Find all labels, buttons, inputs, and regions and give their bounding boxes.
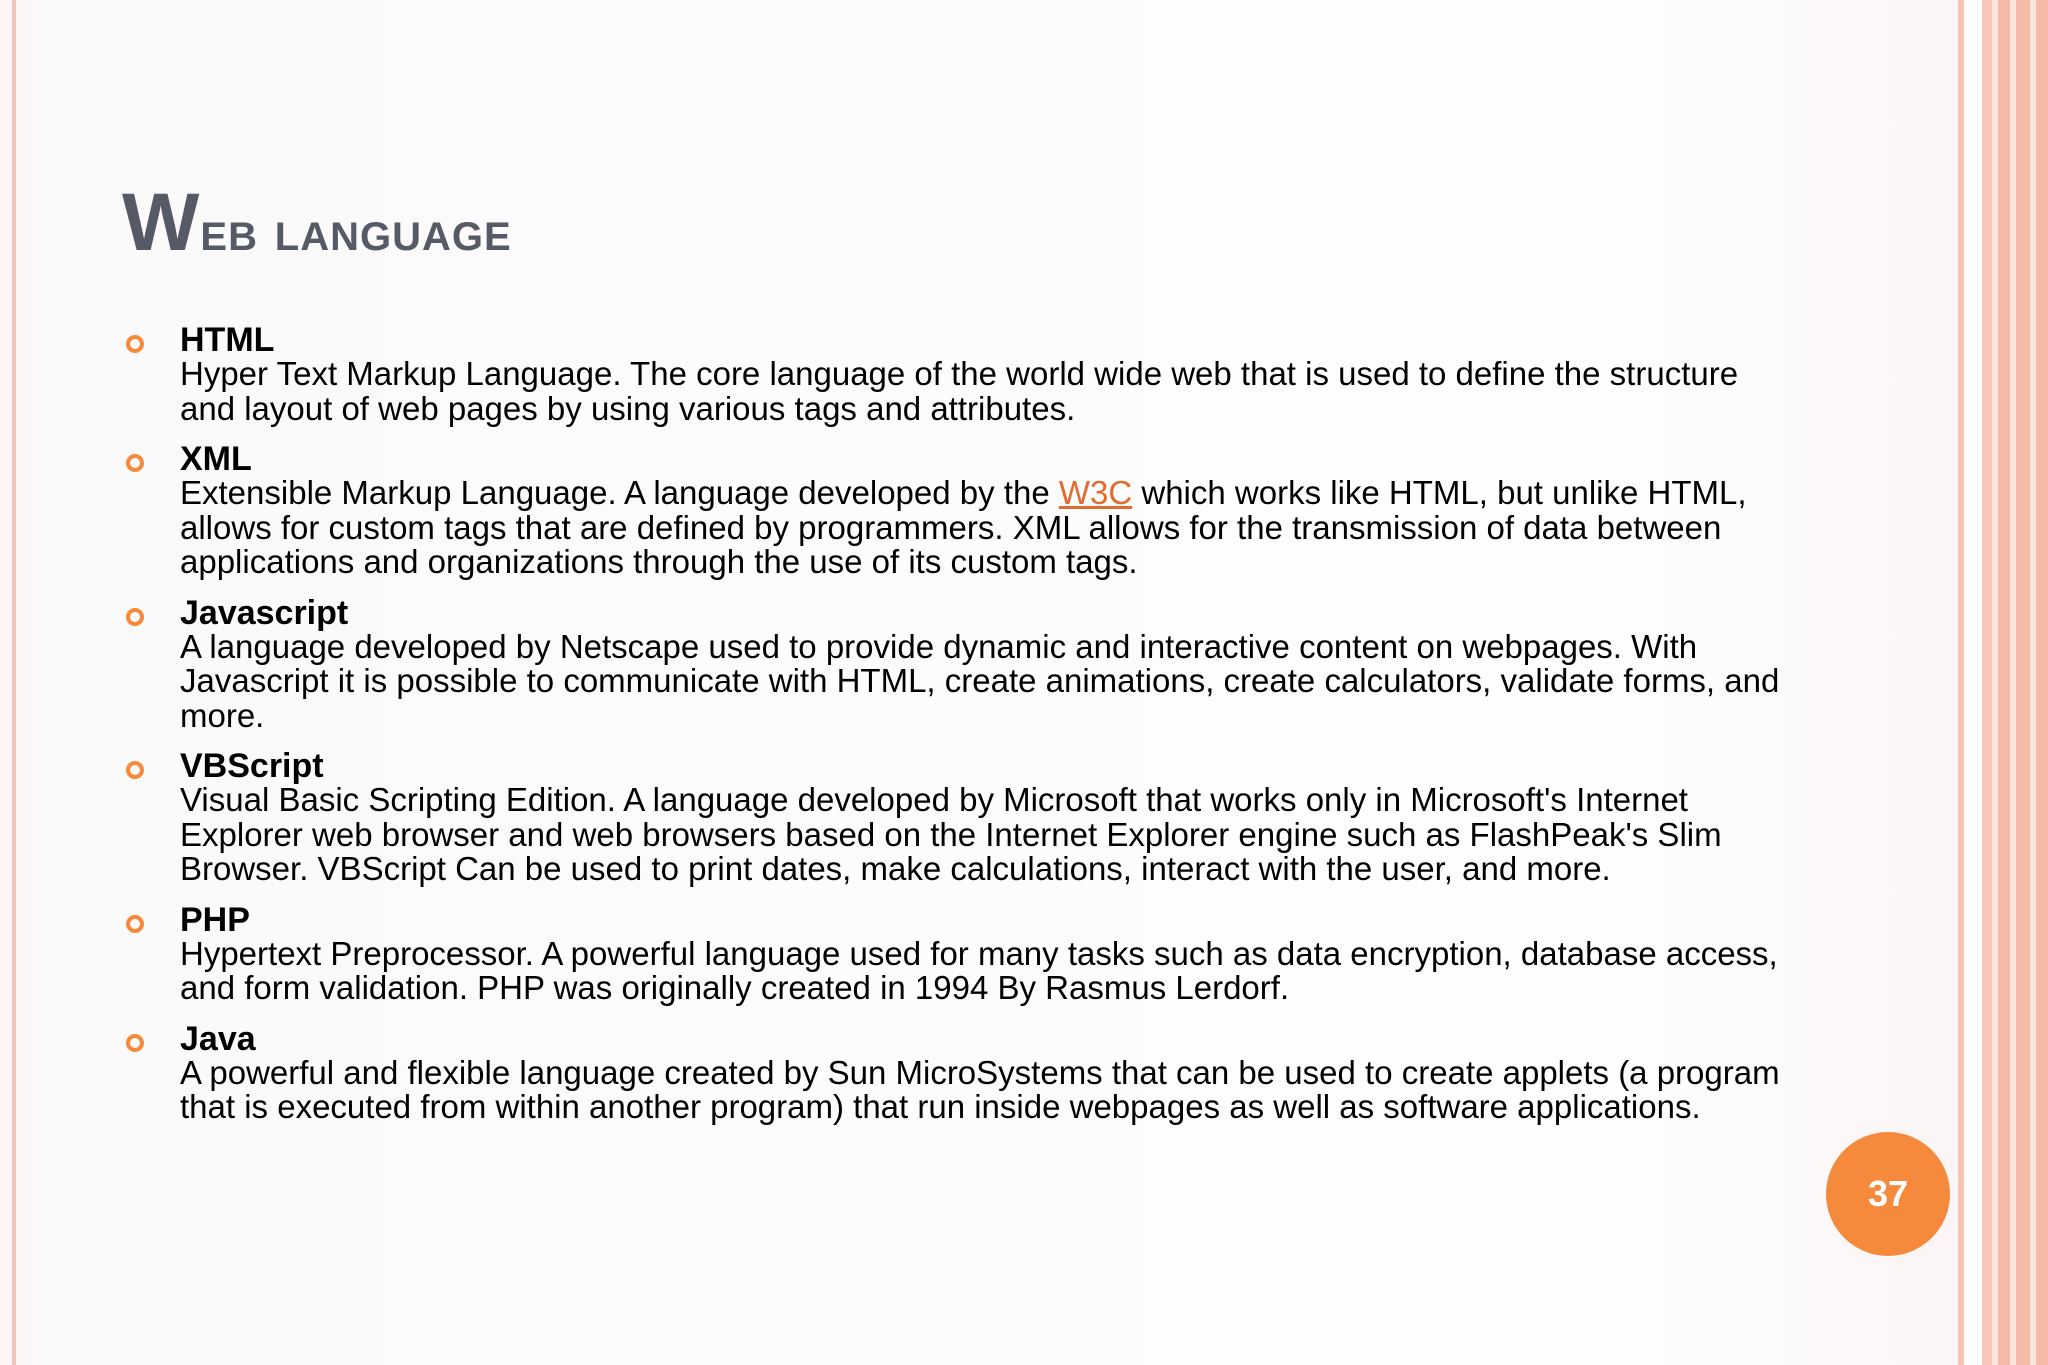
ring-bullet-icon — [126, 1034, 144, 1052]
ring-bullet-icon — [126, 608, 144, 626]
list-item-javascript — [124, 593, 1784, 734]
item-description: A language developed by Netscape used to provide dynamic and interactive content on webpages. With Javascript it is possible to communicate with HTML, create animations, create calculators, validate forms, and more. — [180, 627, 1780, 734]
right-stripe — [1964, 0, 1982, 1365]
list-item-vbscript — [124, 749, 1784, 887]
right-border-stripes — [1958, 0, 2048, 1365]
item-description: Hyper Text Markup Language. The core language of the world wide web that is used to define the structure and layout of web pages by using various tags and attributes. — [180, 355, 1739, 427]
list-item-xml — [124, 442, 1784, 580]
left-border-rule — [12, 0, 16, 1365]
right-stripe — [2036, 0, 2048, 1365]
language-list — [124, 323, 1784, 1141]
ring-bullet-icon — [126, 761, 144, 779]
item-description: Hypertext Preprocessor. A powerful language used for many tasks such as data encryption, database access, and form validation. PHP was originally created in 1994 By Rasmus Lerdorf. — [180, 934, 1778, 1006]
right-stripe — [2016, 0, 2030, 1365]
ring-bullet-icon — [126, 454, 144, 472]
w3c-link[interactable]: W3C — [1058, 474, 1133, 511]
ring-bullet-icon — [126, 335, 144, 353]
item-description: A powerful and flexible language created by Sun MicroSystems that can be used to create applets (a program that is executed from within another program) that run inside webpages as well as software applications. — [180, 1053, 1780, 1125]
slide-title: Web language — [122, 177, 512, 268]
item-term: PHP — [180, 900, 250, 939]
item-description — [180, 476, 1784, 580]
desc-text: Extensible Markup Language. A language developed by the — [180, 474, 1059, 511]
list-item-php — [124, 900, 1784, 1006]
item-description: Visual Basic Scripting Edition. A language developed by Microsoft that works only in Microsoft's Internet Explorer web browser and web browsers based on the Internet Explorer engine such as FlashPeak's Slim Browser. VBScript Can be used to print dates, make calculations, interact with the user, and more. — [180, 781, 1722, 887]
right-stripe — [1982, 0, 1992, 1365]
item-term: HTML — [180, 321, 275, 359]
right-stripe — [1998, 0, 2010, 1365]
list-item-java — [124, 1019, 1784, 1125]
item-term: XML — [180, 440, 252, 478]
ring-bullet-icon — [126, 915, 144, 933]
desc-text: which works like HTML, but unlike HTML, allows for custom tags that are defined by programmers. XML allows for the transmission of data between applications and organizations through the use of its custom tags. — [180, 474, 1747, 580]
item-term: VBScript — [180, 747, 324, 785]
item-term: Java — [180, 1019, 256, 1058]
item-term: Javascript — [180, 593, 349, 632]
page-number-badge: 37 — [1826, 1132, 1950, 1256]
list-item-html — [124, 323, 1784, 426]
